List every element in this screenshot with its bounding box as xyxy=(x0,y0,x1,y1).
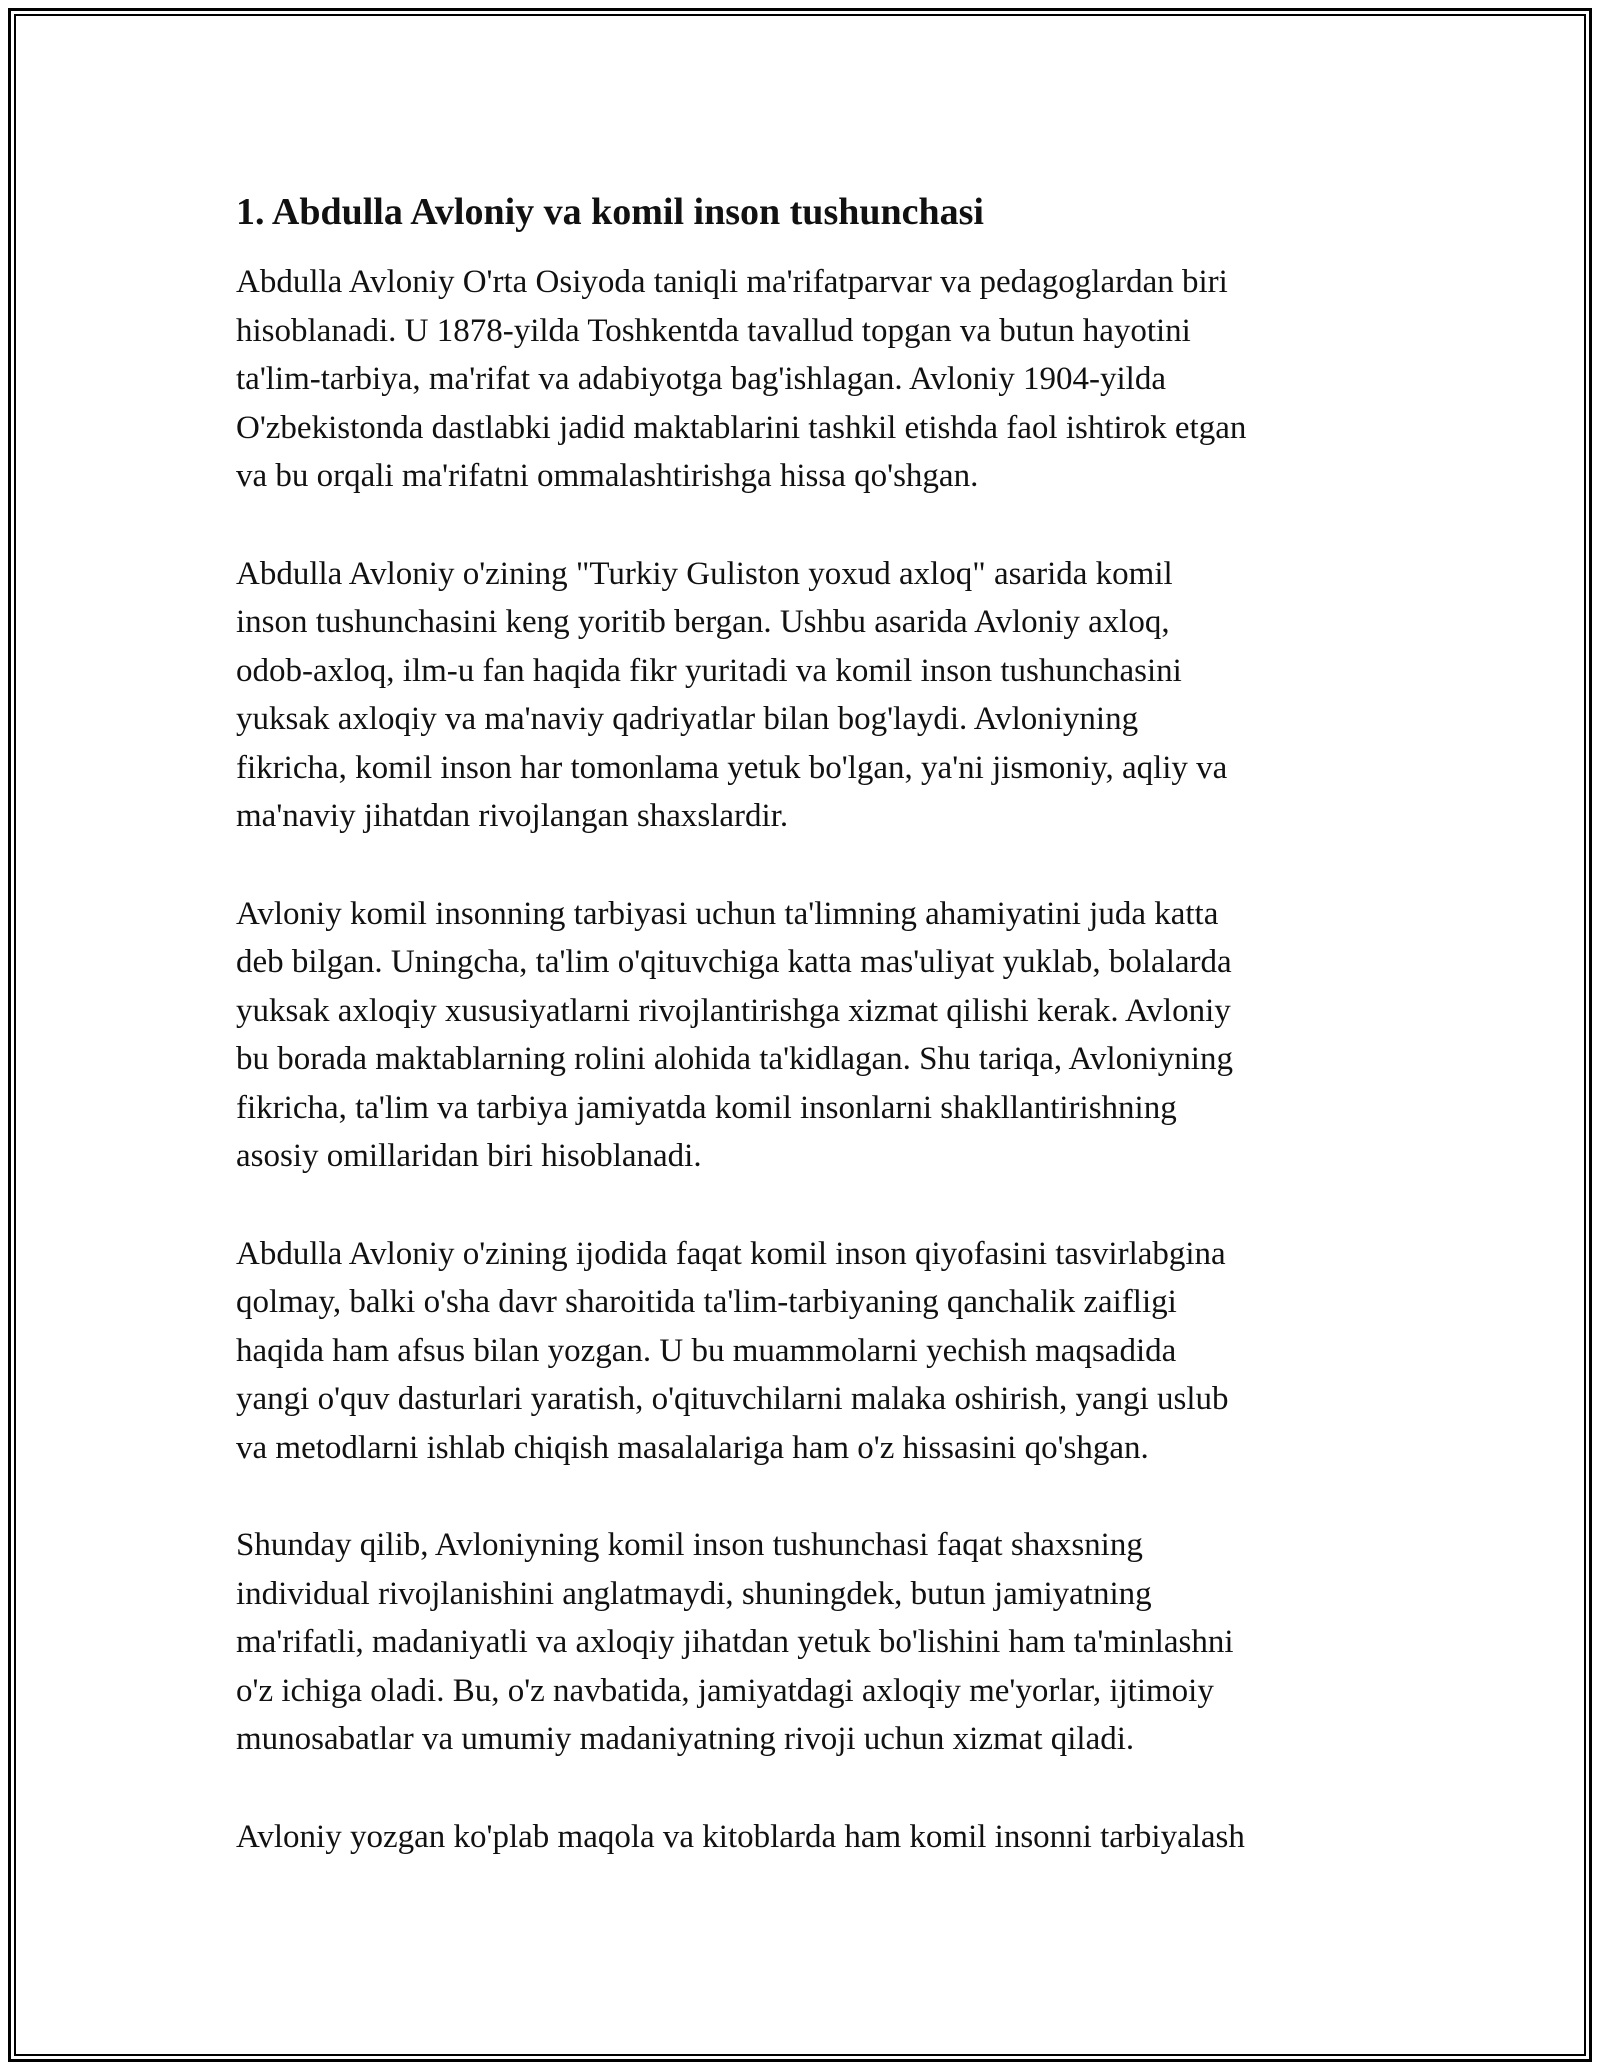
paragraph-list xyxy=(236,258,1386,1861)
text-line: yuksak axloqiy xususiyatlarni rivojlantirishga xizmat qilishi kerak. Avloniy xyxy=(236,992,1231,1029)
text-line: Abdulla Avloniy o'zining "Turkiy Guliston yoxud axloq" asarida komil xyxy=(236,555,1173,592)
text-line: yuksak axloqiy va ma'naviy qadriyatlar bilan bog'laydi. Avloniyning xyxy=(236,701,1139,737)
text-line: haqida ham afsus bilan yozgan. U bu muammolarni yechish maqsadida xyxy=(236,1332,1177,1369)
text-line: qolmay, balki o'sha davr sharoitida ta'lim-tarbiyaning qanchalik zaifligi xyxy=(236,1284,1177,1320)
text-line: Abdulla Avloniy o'zining ijodida faqat komil inson qiyofasini tasvirlabgina xyxy=(236,1235,1226,1272)
paragraph xyxy=(236,1813,1386,1862)
paragraph xyxy=(236,890,1386,1181)
text-line: fikricha, ta'lim va tarbiya jamiyatda komil insonlarni shakllantirishning xyxy=(236,1089,1177,1126)
paragraph xyxy=(236,258,1386,501)
text-line: ta'lim-tarbiya, ma'rifat va adabiyotga bag'ishlagan. Avloniy 1904-yilda xyxy=(236,361,1166,397)
document-body xyxy=(236,186,1386,1910)
text-line: fikricha, komil inson har tomonlama yetuk bo'lgan, ya'ni jismoniy, aqliy va xyxy=(236,749,1228,786)
text-line: va metodlarni ishlab chiqish masalalariga ham o'z hissasini qo'shgan. xyxy=(236,1429,1149,1466)
text-line: va bu orqali ma'rifatni ommalashtirishga hissa qo'shgan. xyxy=(236,458,979,494)
text-line: bu borada maktablarning rolini alohida ta'kidlagan. Shu tariqa, Avloniyning xyxy=(236,1041,1233,1077)
paragraph xyxy=(236,550,1386,841)
section-heading: 1. Abdulla Avloniy va komil inson tushunchasi xyxy=(236,191,984,233)
text-line: ma'naviy jihatdan rivojlangan shaxslardir. xyxy=(236,798,789,834)
text-line: individual rivojlanishini anglatmaydi, shuningdek, butun jamiyatning xyxy=(236,1575,1152,1612)
text-line: Avloniy yozgan ko'plab maqola va kitoblarda ham komil insonni tarbiyalash xyxy=(236,1818,1245,1855)
text-line: Avloniy komil insonning tarbiyasi uchun ta'limning ahamiyatini juda katta xyxy=(236,895,1219,932)
text-line: Shunday qilib, Avloniyning komil inson tushunchasi faqat shaxsning xyxy=(236,1527,1143,1563)
text-line: odob-axloq, ilm-u fan haqida fikr yuritadi va komil inson tushunchasini xyxy=(236,652,1182,689)
text-line: asosiy omillaridan biri hisoblanadi. xyxy=(236,1138,702,1174)
paragraph xyxy=(236,1230,1386,1473)
text-line: deb bilgan. Uningcha, ta'lim o'qituvchiga katta mas'uliyat yuklab, bolalarda xyxy=(236,944,1232,980)
text-line: o'z ichiga oladi. Bu, o'z navbatida, jamiyatdagi axloqiy me'yorlar, ijtimoiy xyxy=(236,1672,1214,1709)
text-line: munosabatlar va umumiy madaniyatning rivoji uchun xizmat qiladi. xyxy=(236,1721,1135,1757)
text-line: ma'rifatli, madaniyatli va axloqiy jihatdan yetuk bo'lishini ham ta'minlashni xyxy=(236,1624,1234,1660)
text-line: yangi o'quv dasturlari yaratish, o'qituvchilarni malaka oshirish, yangi uslub xyxy=(236,1381,1229,1417)
text-line: Abdulla Avloniy O'rta Osiyoda taniqli ma'rifatparvar va pedagoglardan biri xyxy=(236,264,1228,300)
text-line: inson tushunchasini keng yoritib bergan. Ushbu asarida Avloniy axloq, xyxy=(236,604,1170,640)
text-line: O'zbekistonda dastlabki jadid maktablarini tashkil etishda faol ishtirok etgan xyxy=(236,409,1247,446)
paragraph xyxy=(236,1521,1386,1764)
text-line: hisoblanadi. U 1878-yilda Toshkentda tavallud topgan va butun hayotini xyxy=(236,312,1191,349)
